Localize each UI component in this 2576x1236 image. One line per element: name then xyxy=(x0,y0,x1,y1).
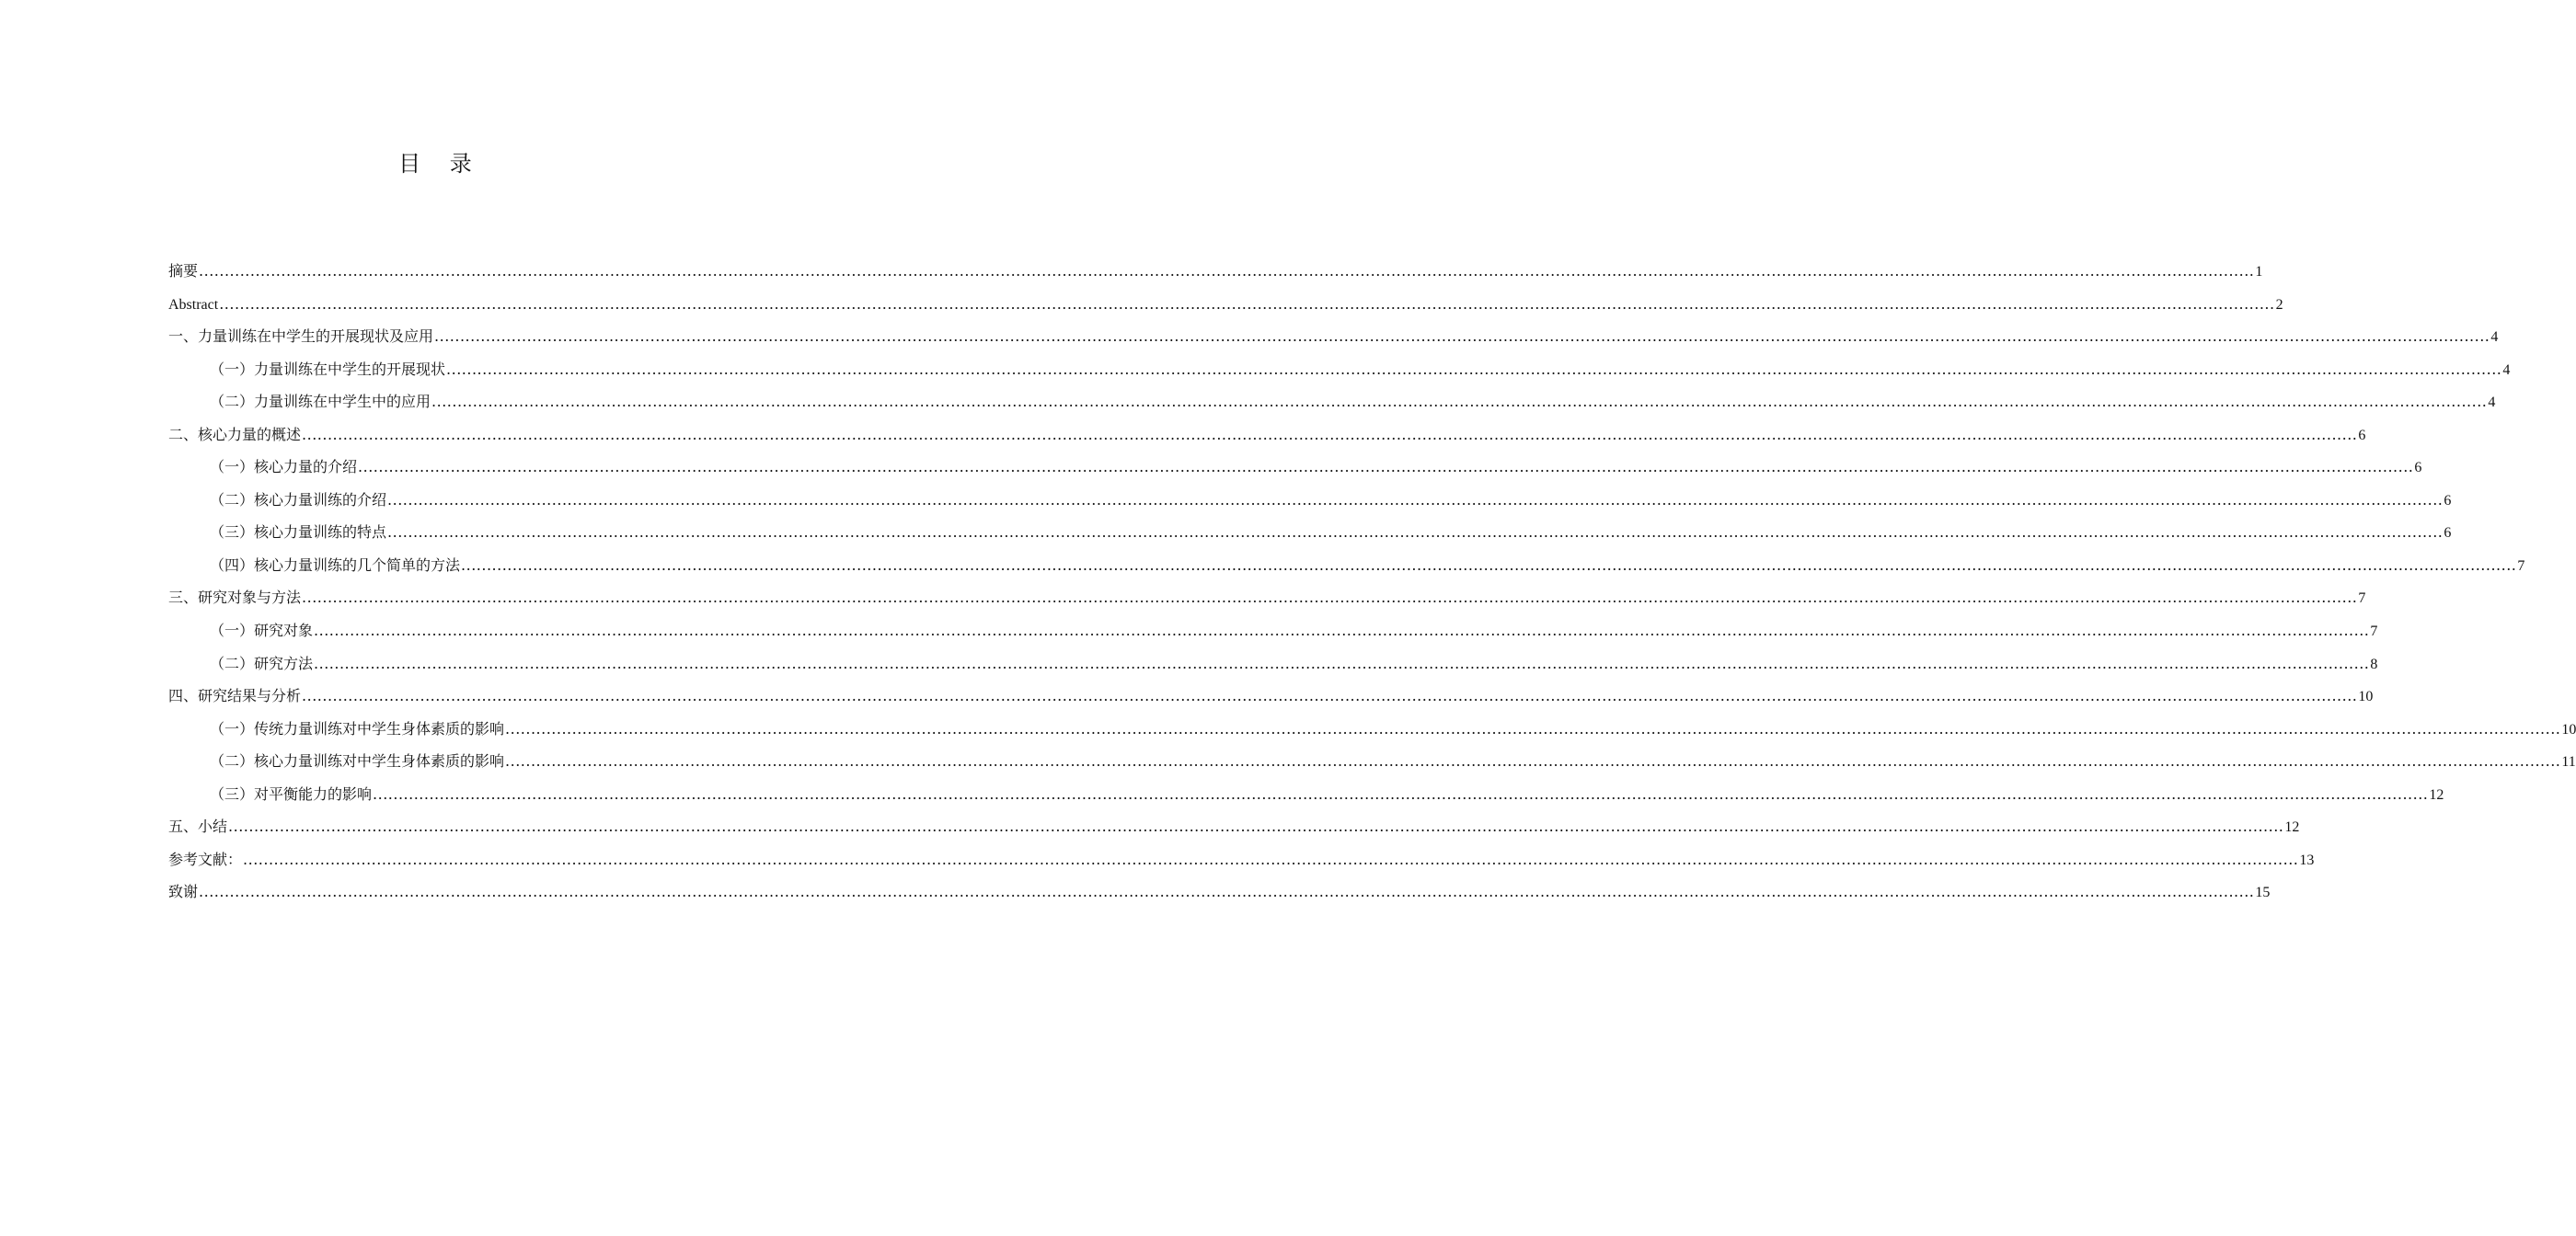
toc-dot-leader: ................................................................................................................................................................................................................................................................................................................................................................................................................ xyxy=(431,393,2488,411)
toc-dot-leader: ................................................................................................................................................................................................................................................................................................................................................................................................................ xyxy=(314,622,2370,640)
toc-entry-page-number: 6 xyxy=(2414,460,2422,476)
toc-dot-leader: ................................................................................................................................................................................................................................................................................................................................................................................................................ xyxy=(199,883,2255,901)
toc-entry[interactable] xyxy=(168,849,2315,882)
toc-dot-leader: ................................................................................................................................................................................................................................................................................................................................................................................................................ xyxy=(243,850,2299,868)
toc-entry-label: 一、力量训练在中学生的开展现状及应用 xyxy=(168,327,434,346)
toc-dot-leader: ................................................................................................................................................................................................................................................................................................................................................................................................................ xyxy=(373,784,2429,803)
toc-entry[interactable] xyxy=(168,521,2452,555)
toc-entry[interactable] xyxy=(168,555,2525,588)
toc-dot-leader: ................................................................................................................................................................................................................................................................................................................................................................................................................ xyxy=(358,458,2414,476)
toc-title: 目 录 xyxy=(398,151,483,177)
toc-entry[interactable] xyxy=(168,784,2444,817)
toc-entry-page-number: 6 xyxy=(2444,492,2452,509)
toc-entry-page-number: 12 xyxy=(2284,819,2300,836)
toc-entry-label: 三、研究对象与方法 xyxy=(168,589,302,607)
toc-dot-leader: ................................................................................................................................................................................................................................................................................................................................................................................................................ xyxy=(228,818,2284,836)
toc-entry-label: （二）核心力量训练的介绍 xyxy=(210,490,387,509)
toc-entry-label: （二）研究方法 xyxy=(210,654,314,672)
toc-entry[interactable] xyxy=(168,750,2576,784)
toc-entry-page-number: 10 xyxy=(2358,689,2374,705)
toc-entry[interactable] xyxy=(168,489,2452,522)
toc-dot-leader: ................................................................................................................................................................................................................................................................................................................................................................................................................ xyxy=(199,262,2255,280)
toc-entry-page-number: 7 xyxy=(2370,624,2378,640)
toc-dot-leader: ................................................................................................................................................................................................................................................................................................................................................................................................................ xyxy=(387,523,2444,542)
toc-entry-label: （一）核心力量的介绍 xyxy=(210,458,358,476)
toc-entry-label: （一）传统力量训练对中学生身体素质的影响 xyxy=(210,719,505,738)
toc-entry[interactable] xyxy=(168,359,2511,392)
toc-entry-page-number: 2 xyxy=(2275,296,2283,313)
toc-entry-page-number: 11 xyxy=(2561,754,2576,771)
toc-dot-leader: ................................................................................................................................................................................................................................................................................................................................................................................................................ xyxy=(387,490,2444,509)
toc-dot-leader: ................................................................................................................................................................................................................................................................................................................................................................................................................ xyxy=(314,654,2370,672)
toc-entry-label: （三）对平衡能力的影响 xyxy=(210,784,373,803)
toc-entry-page-number: 12 xyxy=(2429,786,2444,803)
toc-entry-page-number: 6 xyxy=(2444,525,2452,542)
toc-entry-label: 致谢 xyxy=(168,883,199,901)
toc-entry[interactable] xyxy=(168,653,2378,686)
toc-dot-leader: ................................................................................................................................................................................................................................................................................................................................................................................................................ xyxy=(505,752,2561,771)
toc-entry-label: Abstract xyxy=(168,296,219,313)
toc-entry-label: （三）核心力量训练的特点 xyxy=(210,523,387,542)
toc-entry-page-number: 4 xyxy=(2490,329,2499,346)
toc-entry-label: （一）力量训练在中学生的开展现状 xyxy=(210,360,446,378)
toc-entry-label: （二）核心力量训练对中学生身体素质的影响 xyxy=(210,752,505,771)
toc-entry-page-number: 7 xyxy=(2358,590,2366,607)
toc-entry-page-number: 13 xyxy=(2299,852,2315,868)
toc-entry-label: （二）力量训练在中学生中的应用 xyxy=(210,393,431,411)
toc-entry[interactable] xyxy=(168,816,2300,849)
toc-entry[interactable] xyxy=(168,260,2263,293)
toc-dot-leader: ................................................................................................................................................................................................................................................................................................................................................................................................................ xyxy=(434,327,2490,346)
toc-entry-label: （一）研究对象 xyxy=(210,622,314,640)
toc-entry[interactable] xyxy=(168,620,2378,653)
toc-entry[interactable] xyxy=(168,293,2283,326)
toc-entry-page-number: 4 xyxy=(2488,395,2496,411)
toc-entry-label: 五、小结 xyxy=(168,818,228,836)
toc-entry[interactable] xyxy=(168,391,2496,424)
toc-entry[interactable] xyxy=(168,424,2366,457)
toc-entry-page-number: 10 xyxy=(2561,721,2576,738)
toc-entry-label: 摘要 xyxy=(168,262,199,280)
toc-entry-label: 参考文献： xyxy=(168,850,243,868)
toc-entry-page-number: 6 xyxy=(2358,427,2366,443)
toc-entry-page-number: 1 xyxy=(2255,264,2263,280)
toc-dot-leader: ................................................................................................................................................................................................................................................................................................................................................................................................................ xyxy=(302,589,2358,607)
toc-dot-leader: ................................................................................................................................................................................................................................................................................................................................................................................................................ xyxy=(219,294,2275,313)
toc-entry[interactable] xyxy=(168,881,2271,914)
toc-entry-label: 二、核心力量的概述 xyxy=(168,425,302,443)
toc-dot-leader: ................................................................................................................................................................................................................................................................................................................................................................................................................ xyxy=(505,719,2561,738)
toc-dot-leader: ................................................................................................................................................................................................................................................................................................................................................................................................................ xyxy=(302,425,2358,443)
toc-entry-page-number: 15 xyxy=(2255,885,2271,901)
toc-dot-leader: ................................................................................................................................................................................................................................................................................................................................................................................................................ xyxy=(461,555,2517,574)
toc-entry[interactable] xyxy=(168,718,2576,751)
toc-list xyxy=(168,260,2576,914)
toc-entry-label: 四、研究结果与分析 xyxy=(168,687,302,705)
toc-dot-leader: ................................................................................................................................................................................................................................................................................................................................................................................................................ xyxy=(302,687,2358,705)
toc-entry[interactable] xyxy=(168,456,2422,489)
toc-entry[interactable] xyxy=(168,587,2366,620)
toc-entry[interactable] xyxy=(168,685,2374,718)
toc-dot-leader: ................................................................................................................................................................................................................................................................................................................................................................................................................ xyxy=(446,360,2502,378)
toc-entry-page-number: 7 xyxy=(2517,557,2525,574)
toc-entry-page-number: 8 xyxy=(2370,656,2378,672)
toc-entry[interactable] xyxy=(168,326,2499,359)
toc-entry-page-number: 4 xyxy=(2502,361,2511,378)
toc-entry-label: （四）核心力量训练的几个简单的方法 xyxy=(210,555,461,574)
